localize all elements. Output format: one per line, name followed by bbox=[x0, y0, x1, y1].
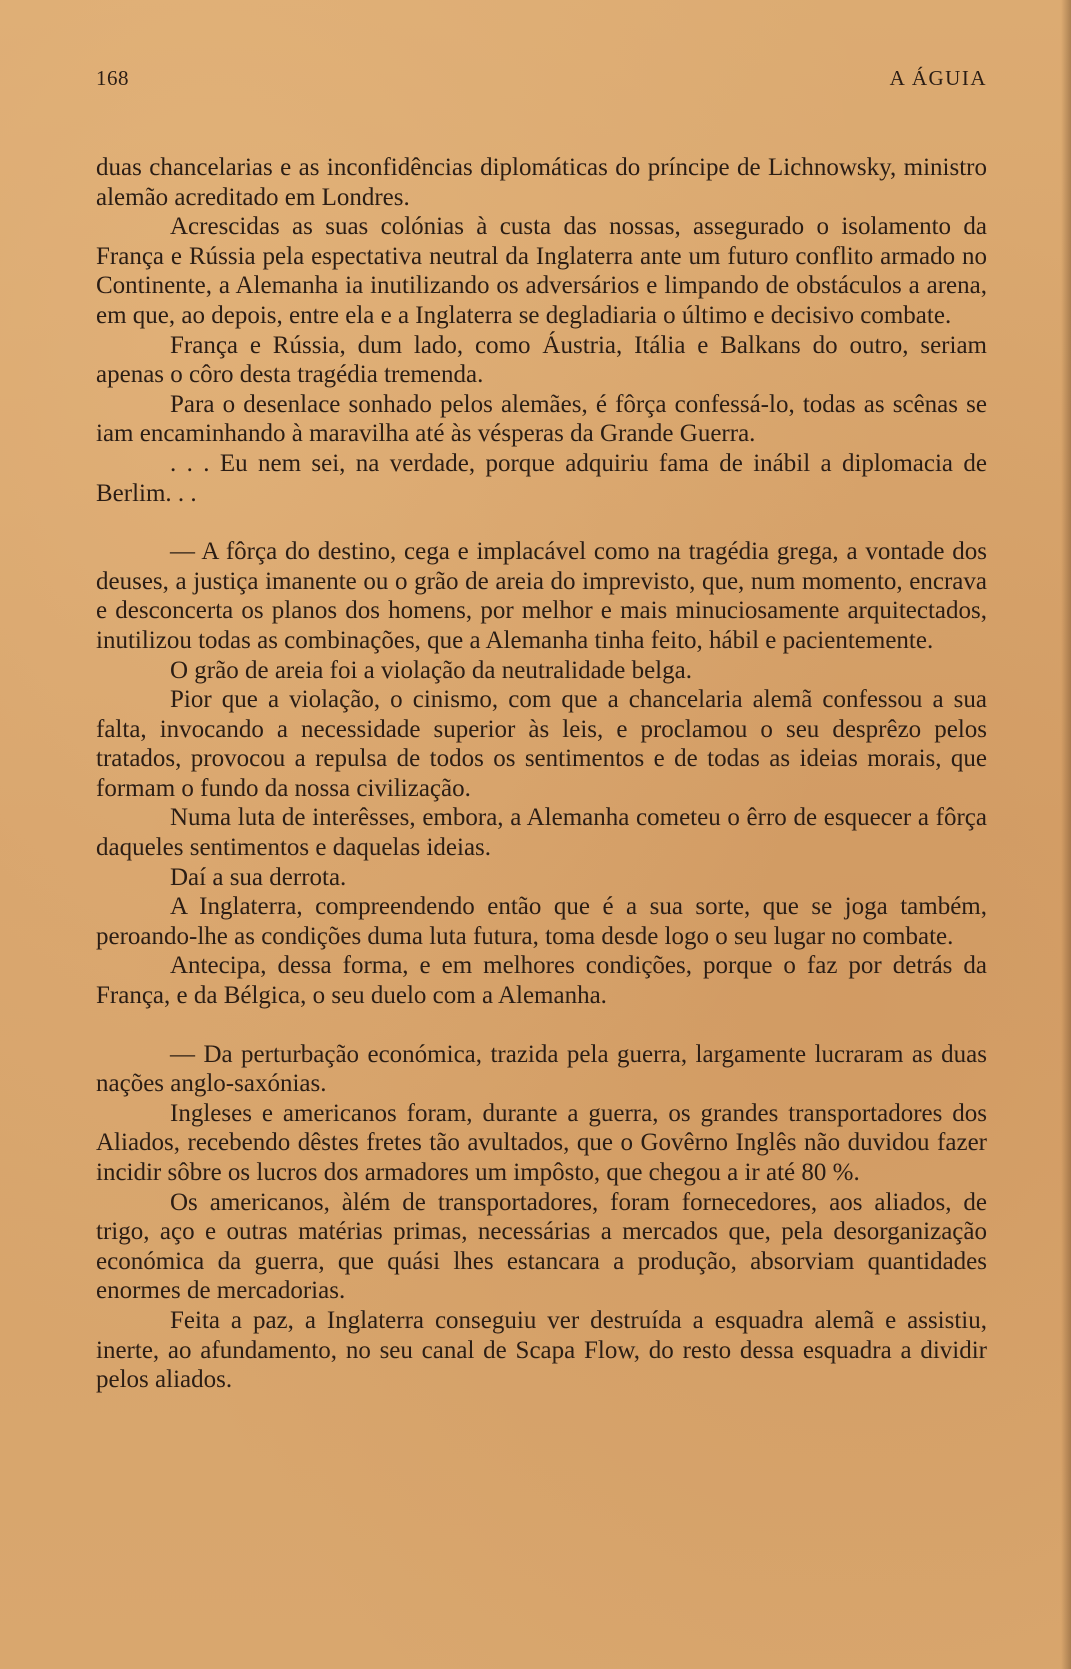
paragraph: . . . Eu nem sei, na verdade, porque adquiriu fama de inábil a diplomacia de Berlim. . . bbox=[96, 449, 987, 507]
page-edge-shadow bbox=[1061, 0, 1071, 1669]
paragraph: — A fôrça do destino, cega e implacável como na tragédia grega, a vontade dos deuses, a justiça imanente ou o grão de areia do imprevisto, que, num momento, encrava e desconcerta os planos dos homens, por melhor e mais minuciosamente arquitectados, inutilizou todas as combinações, que a Alemanha tinha feito, hábil e pacientemente. bbox=[96, 538, 987, 654]
page-number: 168 bbox=[96, 66, 129, 90]
paragraph: — Da perturbação económica, trazida pela guerra, largamente lucraram as duas nações anglo-saxónias. bbox=[96, 1040, 987, 1098]
paragraph: Os americanos, àlém de transportadores, foram fornecedores, aos aliados, de trigo, aço e outras matérias primas, necessárias a mercados que, pela desorganização económica da guerra, que quási lhes estancara a produção, absorviam quantidades enormes de mercadorias. bbox=[96, 1188, 987, 1305]
paragraph: Para o desenlace sonhado pelos alemães, é fôrça confessá-lo, todas as scênas se iam encaminhando à maravilha até às vésperas da Grande Guerra. bbox=[96, 390, 987, 448]
paragraph: Ingleses e americanos foram, durante a guerra, os grandes transportadores dos Aliados, recebendo dêstes fretes tão avultados, que o Govêrno Inglês não duvidou fazer incidir sôbre os lucros dos armadores um impôsto, que chegou a ir até 80 %. bbox=[96, 1099, 987, 1186]
paragraph: Antecipa, dessa forma, e em melhores condições, porque o faz por detrás da França, e da Bélgica, o seu duelo com a Alemanha. bbox=[96, 952, 987, 1010]
body-text bbox=[96, 153, 987, 1395]
paragraph: Daí a sua derrota. bbox=[170, 863, 347, 891]
paragraph: Acrescidas as suas colónias à custa das nossas, assegurado o isolamento da França e Rússia pela espectativa neutral da Inglaterra ante um futuro conflito armado no Continente, a Alemanha ia inutilizando os adversários e limpando de obstáculos a arena, em que, ao depois, entre ela e a Inglaterra se degladiaria o último e decisivo combate. bbox=[96, 213, 987, 329]
paragraph: A Inglaterra, compreendendo então que é a sua sorte, que se joga também, peroando-lhe as condições duma luta futura, toma desde logo o seu lugar no combate. bbox=[96, 893, 987, 950]
paragraph: duas chancelarias e as inconfidências diplomáticas do príncipe de Lichnowsky, ministro alemão acreditado em Londres. bbox=[96, 154, 987, 211]
paragraph: França e Rússia, dum lado, como Áustria, Itália e Balkans do outro, seriam apenas o côro desta tragédia tremenda. bbox=[96, 331, 987, 389]
paragraph: Pior que a violação, o cinismo, com que a chancelaria alemã confessou a sua falta, invocando a necessidade superior às leis, e proclamou o seu desprêzo pelos tratados, provocou a repulsa de todos os sentimentos e de todas as ideias morais, que formam o fundo da nossa civilização. bbox=[96, 686, 987, 802]
paragraph: Numa luta de interêsses, embora, a Alemanha cometeu o êrro de esquecer a fôrça daqueles sentimentos e daquelas ideias. bbox=[96, 804, 987, 862]
journal-title: A ÁGUIA bbox=[889, 66, 987, 90]
running-header bbox=[96, 66, 987, 96]
paragraph: O grão de areia foi a violação da neutralidade belga. bbox=[170, 656, 692, 684]
paragraph: Feita a paz, a Inglaterra conseguiu ver destruída a esquadra alemã e assistiu, inerte, ao afundamento, no seu canal de Scapa Flow, do resto dessa esquadra a dividir pelos aliados. bbox=[96, 1306, 987, 1394]
